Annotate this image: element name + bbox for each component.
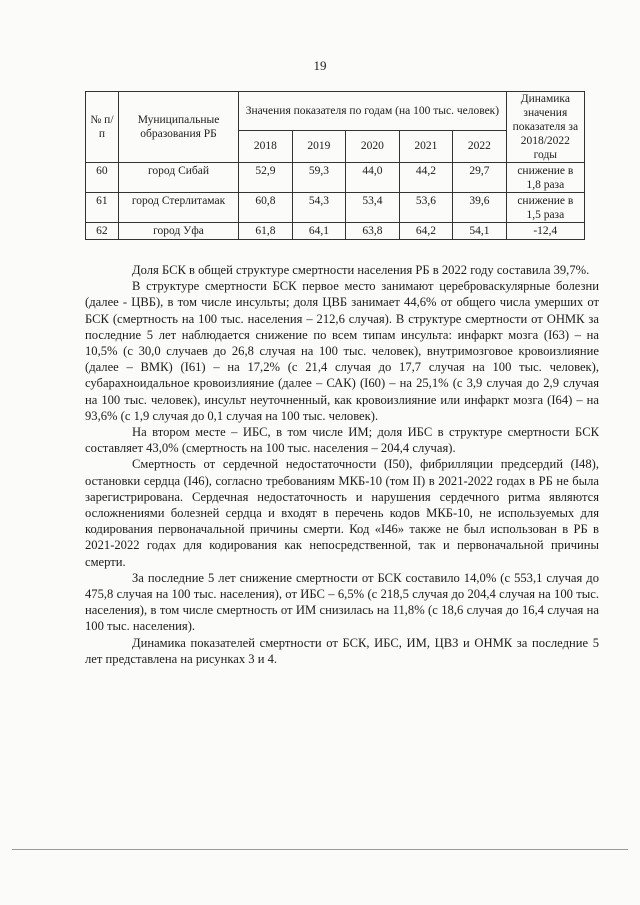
row-num: 61 [86,193,119,223]
row-municipality: город Сибай [118,163,238,193]
table-row [86,163,585,193]
page-number: 19 [313,58,327,73]
paragraph: На втором месте – ИБС, в том числе ИМ; доля ИБС в структуре смертности БСК составляет 43,0% (смертность на 100 тыс. населения – 204,4 случая). [85,425,599,456]
row-value: 44,0 [346,163,400,193]
row-value: 39,6 [453,193,507,223]
row-value: 63,8 [346,223,400,240]
table-row [86,223,585,240]
header-year: 2020 [346,130,400,162]
row-dynamics: снижение в 1,8 раза [506,163,584,193]
row-dynamics: снижение в 1,5 раза [506,193,584,223]
body-text [85,262,599,667]
header-year: 2021 [399,130,453,162]
row-value: 64,2 [399,223,453,240]
paragraph: В структуре смертности БСК первое место занимают цереброваскулярные болезни (далее - ЦВБ), в том числе инсульты; доля ЦВБ занимает 44,6% от общего числа умерших от БСК (смертность на 100 тыс. населения – 212,6 случая). В структуре смертности от ОНМК за последние 5 лет наблюдается снижение по всем типам инсульта: инфаркт мозга (I63) – на 10,5% (с 30,0 случаев до 26,8 случая на 100 тыс. человек), внутримозговое кровоизлияние (далее – ВМК) (I61) – на 17,2% (с 21,4 случая до 17,7 случая на 100 тыс. человек), субарахноидальное кровоизлияние (далее – САК) (I60) – на 25,1% (с 3,9 случая до 2,9 случая на 100 тыс. человек), инсульт неуточненный, как кровоизлияние или инфаркт мозга (I64) – на 93,6% (с 1,9 случая до 0,1 случая на 100 тыс. человек). [85,279,599,423]
row-value: 44,2 [399,163,453,193]
header-year: 2018 [239,130,293,162]
paragraph: За последние 5 лет снижение смертности от БСК составило 14,0% (с 553,1 случая до 475,8 случая на 100 тыс. населения), от ИБС – 6,5% (с 218,5 случая до 204,4 случая на 100 тыс. населения), в том числе смертность от ИМ снизилась на 11,8% (с 18,6 случая до 16,4 случая на 100 тыс. населения). [85,570,599,634]
table-row [86,193,585,223]
row-num: 60 [86,163,119,193]
row-value: 54,3 [292,193,346,223]
row-municipality: город Стерлитамак [118,193,238,223]
header-year: 2022 [453,130,507,162]
row-value: 64,1 [292,223,346,240]
row-num: 62 [86,223,119,240]
paragraph: Доля БСК в общей структуре смертности населения РБ в 2022 году составила 39,7%. [132,263,590,277]
row-municipality: город Уфа [118,223,238,240]
row-value: 59,3 [292,163,346,193]
header-year: 2019 [292,130,346,162]
row-value: 60,8 [239,193,293,223]
paragraph: Смертность от сердечной недостаточности (I50), фибрилляции предсердий (I48), остановки сердца (I46), согласно требованиям МКБ-10 (том II) в 2021-2022 годах в РБ не была зарегистрирована. Сердечная недостаточность и нарушения сердечного ритма являются осложнениями болезней сердца и входят в перечень кодов МКБ-10, не используемых для кодирования первоначальной причины смерти. Код «I46» также не был использован в РБ в 2021-2022 годах для кодирования как непосредственной, так и первоначальной причины смерти. [85,457,599,569]
row-value: 53,4 [346,193,400,223]
mortality-table [85,91,585,240]
row-value: 29,7 [453,163,507,193]
row-value: 52,9 [239,163,293,193]
header-num: № п/п [86,92,119,163]
header-dynamics: Динамика значения показателя за 2018/2022 годы [506,92,584,163]
header-municipality: Муниципальные образования РБ [118,92,238,163]
row-dynamics: -12,4 [506,223,584,240]
paragraph: Динамика показателей смертности от БСК, ИБС, ИМ, ЦВЗ и ОНМК за последние 5 лет представлена на рисунках 3 и 4. [85,635,599,666]
row-value: 53,6 [399,193,453,223]
row-value: 61,8 [239,223,293,240]
header-values-group: Значения показателя по годам (на 100 тыс. человек) [239,92,507,131]
footer-divider [12,849,628,850]
row-value: 54,1 [453,223,507,240]
